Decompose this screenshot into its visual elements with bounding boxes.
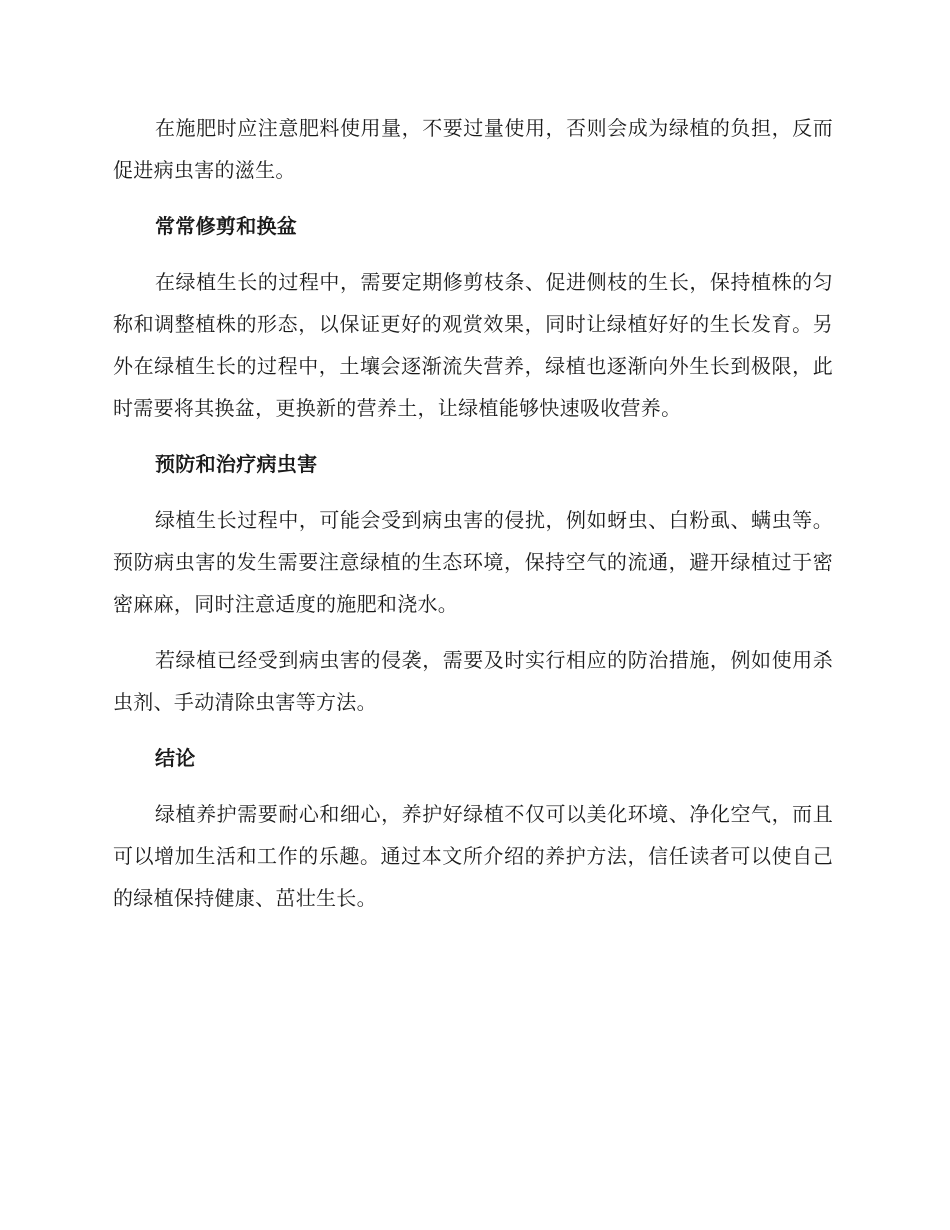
paragraph-fertilizing: 在施肥时应注意肥料使用量，不要过量使用，否则会成为绿植的负担，反而促进病虫害的滋生。 xyxy=(113,116,833,182)
paragraph-conclusion: 绿植养护需要耐心和细心，养护好绿植不仅可以美化环境、净化空气，而且可以增加生活和工作的乐趣。通过本文所介绍的养护方法，信任读者可以使自己的绿植保持健康、茁壮生长。 xyxy=(113,802,833,910)
heading-pest-control: 预防和治疗病虫害 xyxy=(155,452,318,476)
document-page xyxy=(113,107,833,933)
paragraph-pruning-repotting: 在绿植生长的过程中，需要定期修剪枝条、促进侧枝的生长，保持植株的匀称和调整植株的形态，以保证更好的观赏效果，同时让绿植好好的生长发育。另外在绿植生长的过程中，土壤会逐渐流失营养，绿植也逐渐向外生长到极限，此时需要将其换盆，更换新的营养土，让绿植能够快速吸收营养。 xyxy=(113,270,833,420)
heading-pruning-repotting: 常常修剪和换盆 xyxy=(155,214,298,238)
paragraph-pest-treatment: 若绿植已经受到病虫害的侵袭，需要及时实行相应的防治措施，例如使用杀虫剂、手动清除虫害等方法。 xyxy=(113,648,833,714)
heading-conclusion: 结论 xyxy=(155,746,196,770)
paragraph-pest-prevention: 绿植生长过程中，可能会受到病虫害的侵扰，例如蚜虫、白粉虱、螨虫等。预防病虫害的发生需要注意绿植的生态环境，保持空气的流通，避开绿植过于密密麻麻，同时注意适度的施肥和浇水。 xyxy=(113,508,833,616)
